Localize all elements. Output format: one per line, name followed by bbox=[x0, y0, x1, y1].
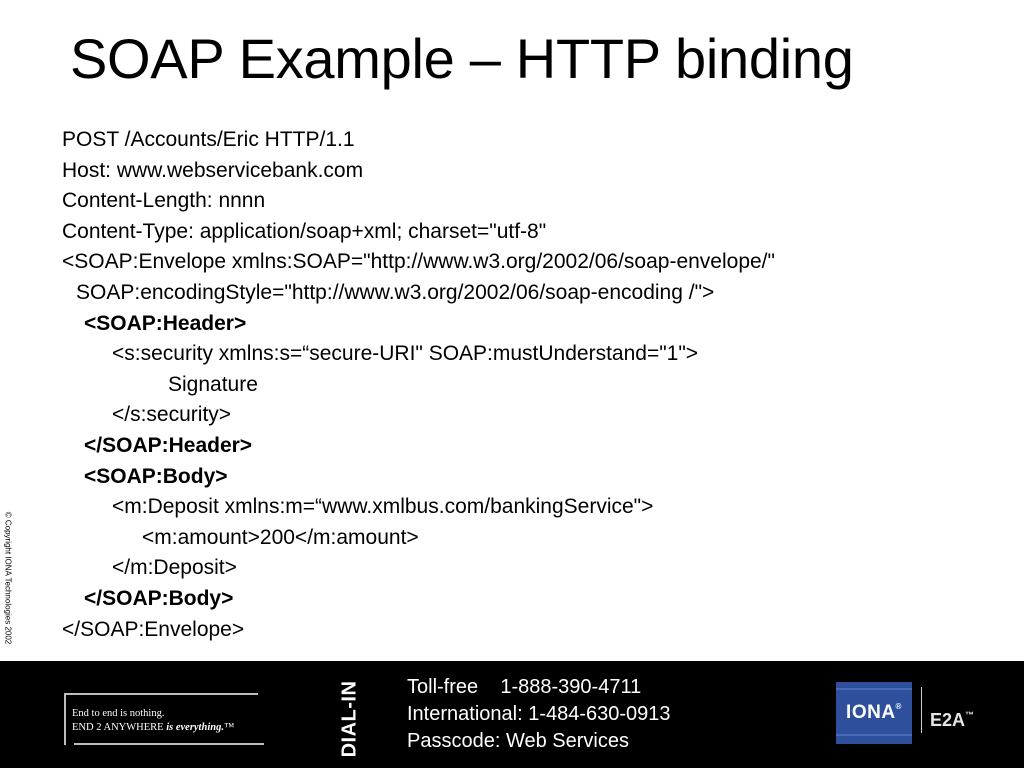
code-line: </SOAP:Envelope> bbox=[62, 617, 245, 641]
tagline-line-2 bbox=[72, 722, 234, 733]
iona-logo bbox=[836, 682, 912, 744]
iona-logo-text: IONA® bbox=[846, 702, 902, 723]
footer-bar bbox=[0, 661, 1024, 768]
code-line: <m:Deposit xmlns:m=“www.xmlbus.com/bankingService"> bbox=[112, 495, 654, 519]
code-line: </s:security> bbox=[112, 403, 232, 427]
code-line-soap-header-open: <SOAP:Header> bbox=[84, 311, 247, 335]
code-line: POST /Accounts/Eric HTTP/1.1 bbox=[62, 128, 355, 151]
tagline-frame bbox=[64, 693, 264, 745]
tagline-prefix: END 2 ANYWHERE bbox=[72, 722, 167, 733]
copyright-notice: © Copyright IONA Technologies 2002 bbox=[3, 511, 13, 645]
code-line: Content-Type: application/soap+xml; charset="utf-8" bbox=[62, 219, 547, 243]
tagline-line-1: End to end is nothing. bbox=[72, 708, 165, 719]
code-line: <SOAP:Envelope xmlns:SOAP="http://www.w3.org/2002/06/soap-envelope/" bbox=[62, 250, 775, 274]
tagline-trademark: ™ bbox=[223, 722, 235, 733]
code-line: Signature bbox=[168, 372, 258, 396]
code-line-soap-body-open: <SOAP:Body> bbox=[84, 464, 228, 488]
code-line: SOAP:encodingStyle="http://www.w3.org/2002/06/soap-encoding /"> bbox=[76, 280, 715, 304]
slide-title: SOAP Example – HTTP binding bbox=[70, 27, 854, 90]
code-line: Content-Length: nnnn bbox=[62, 189, 266, 213]
logo-divider bbox=[921, 687, 922, 733]
code-line-soap-header-close: </SOAP:Header> bbox=[84, 433, 253, 457]
e2a-logo: E2A™ bbox=[930, 710, 975, 730]
passcode: Passcode: Web Services bbox=[407, 730, 629, 752]
tagline-emphasis: is everything. bbox=[166, 722, 224, 733]
code-line: Host: www.webservicebank.com bbox=[62, 158, 364, 182]
dial-in-label: DIAL-IN bbox=[338, 680, 361, 758]
code-line: <s:security xmlns:s=“secure-URI" SOAP:mustUnderstand="1"> bbox=[112, 342, 699, 366]
http-request-listing bbox=[62, 125, 775, 645]
code-line: <m:amount>200</m:amount> bbox=[142, 525, 419, 549]
code-line-soap-body-close: </SOAP:Body> bbox=[84, 586, 234, 610]
code-line: </m:Deposit> bbox=[112, 556, 237, 580]
dial-in-contact bbox=[407, 674, 671, 755]
toll-free-number: Toll-free 1-888-390-4711 bbox=[407, 676, 642, 698]
international-number: International: 1-484-630-0913 bbox=[407, 703, 671, 725]
